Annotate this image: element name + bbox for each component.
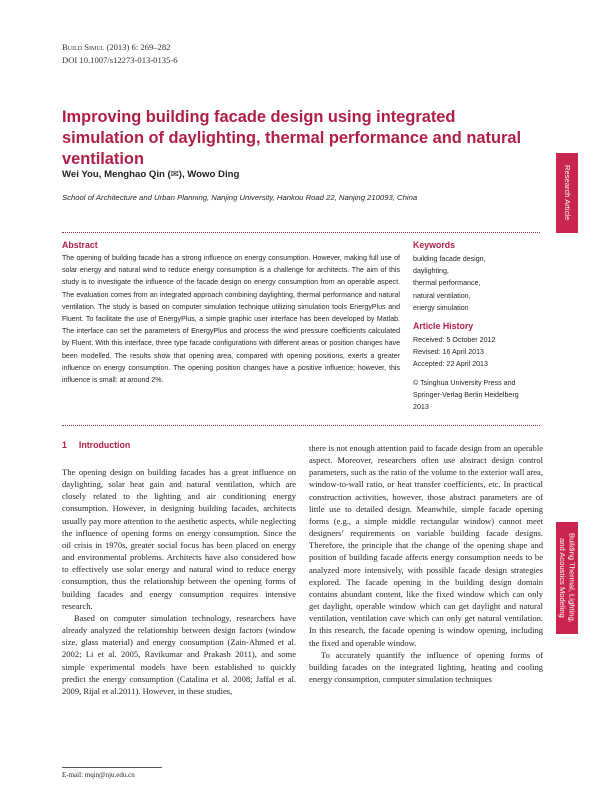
section-number: 1	[62, 440, 67, 450]
history-list	[413, 334, 543, 413]
paragraph: The opening design on building facades has a great influence on daylighting, solar heat gain and natural ventilation, which are closely related to the lighting and air conditioning energy consumption. However, in designing building facades, architects usually pay more attention to the aesthetic aspects, while neglecting the influence of opening forms on energy consumption. Since the oil crisis in 1970s, greater social focus has been placed on energy and environmental problems. Architects have also considered how to effectively use solar energy and natural wind to reduce energy consumption, thus the relationship between the opening forms of building facades and energy consumption requires intensive research.	[62, 467, 296, 611]
article-type-label: Research Article	[562, 165, 572, 221]
keywords-list	[413, 253, 543, 314]
copyright-line: 2013	[413, 403, 429, 412]
body-column-left	[62, 466, 296, 697]
article-type-tab	[556, 153, 578, 233]
accepted-date: Accepted: 22 April 2013	[413, 360, 488, 369]
copyright-line: Springer-Verlag Berlin Heidelberg	[413, 390, 519, 399]
keyword: thermal performance,	[413, 279, 481, 288]
keyword: energy simulation	[413, 303, 469, 312]
received-date: Received: 5 October 2012	[413, 336, 496, 344]
section-title: Introduction	[78, 440, 131, 450]
category-label: Building Thermal, Lighting, and Acoustics Modeling	[558, 533, 577, 623]
doi: DOI 10.1007/s12273-013-0135-6	[62, 54, 178, 65]
authors: Wei You, Menghao Qin (✉), Wowo Ding	[62, 169, 240, 180]
keyword: daylighting,	[413, 267, 449, 276]
top-divider	[62, 232, 540, 233]
copyright-line: © Tsinghua University Press and	[413, 378, 516, 387]
footnote-divider	[62, 767, 162, 768]
journal-name: Build Simul	[62, 42, 105, 52]
paragraph: there is not enough attention paid to facade design from an operable aspect. Moreover, researchers often use abstract design control parameters, such as the ratio of the volume to the exterior wall area, window-to-wall ratio, or heat transfer coefficients, etc. In practical construction activities, however, those abstract parameters are of little use to detailed design. Meanwhile, simple facade opening forms (e.g., a simple middle rectangular window) cannot meet designers’ requirements on variable building facade designs. Therefore, the principle that the change of the opening shape and position of building facade affects energy consumption needs to be analyzed more intensively, with possible facade design strategies explored. The facade opening in the building design domain contains abundant content, like the fixed window which can only get daylight, operable window which can get daylight and natural ventilation, ventilation cave which can only get natural ventilation. In this research, the facade opening is window opening, including the fixed and operable window.	[309, 443, 543, 648]
bottom-divider	[62, 425, 540, 426]
introduction-heading	[62, 440, 130, 450]
footnote-email: E-mail: mqin@nju.edu.cn	[62, 771, 135, 779]
body-column-right	[309, 442, 543, 685]
revised-date: Revised: 16 April 2013	[413, 348, 484, 357]
paper-title: Improving building facade design using integrated simulation of daylighting, thermal performance and natural ventilation	[62, 108, 522, 168]
abstract-text: The opening of building facade has a strong influence on energy consumption. However, making full use of solar energy and natural wind to reduce energy consumption is a challenge for architects. The aim of this study is to investigate the influence of the facade design on energy consumption from an operable aspect. The evaluation comes from an integrated approach combining daylighting, thermal performance and natural ventilation. The study is based on computer simulation technique utilizing simulation tools EnergyPlus and Fluent. To facilitate the use of EnergyPlus, a simple graphic user interface has been developed by Matlab. The interface can set the parameters of EnergyPlus and process the wind pressure coefficients calculated by Fluent. With this interface, three type facade configurations with different areas or position changes have been modelled. The results show that opening area, compared with opening positions, exerts a greater influence on energy consumption. The opening position changes have a positive influence; however, this influence is small: at around 2%.	[62, 255, 400, 385]
keywords-heading: Keywords	[413, 240, 456, 250]
affiliation: School of Architecture and Urban Planning, Nanjing University, Hankou Road 22, Nanjing 210093, China	[62, 193, 418, 202]
abstract-heading: Abstract	[62, 240, 98, 250]
paragraph: To accurately quantify the influence of opening forms of building facades on the integrated lighting, heating and cooling energy consumption, computer simulation techniques	[309, 649, 543, 684]
history-heading: Article History	[413, 321, 474, 331]
category-tab	[556, 522, 578, 634]
keyword: building facade design,	[413, 255, 486, 263]
journal-header	[62, 41, 178, 66]
citation: (2013) 6: 269–282	[104, 42, 171, 52]
keyword: natural ventilation,	[413, 291, 471, 300]
paragraph: Based on computer simulation technology, researchers have already analyzed the relationship between design factors (window size, glass material) and energy consumption (Zain-Ahmed et al. 2002; Li et al. 2005, Ravikumar and Prakash 2011), and some simple experimental models have been established to quickly predict the energy consumption (Catalina et al. 2008; Jaffal et al. 2009, Rijal et al.2011). However, in these studies,	[62, 612, 296, 696]
